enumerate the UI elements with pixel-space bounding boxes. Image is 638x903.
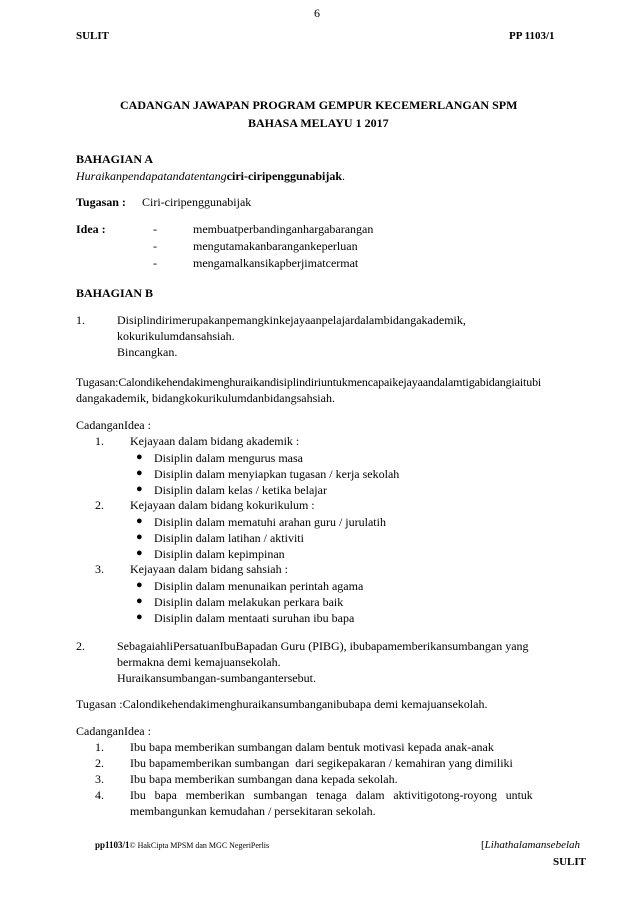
- idea-text: Ibu bapa memberikan sumbangan dana kepada sekolah.: [130, 772, 398, 786]
- document-title: CADANGAN JAWAPAN PROGRAM GEMPUR KECEMERLANGAN SPM: [120, 98, 518, 112]
- idea-text: Ibu bapa memberikan sumbangan tenaga dalam aktivitigotong-royong untuk: [130, 788, 533, 802]
- section-a-prompt: [76, 169, 345, 184]
- bullet-icon: ●: [136, 451, 143, 463]
- bullet-icon: ●: [136, 515, 143, 527]
- question-2-line1: SebagaiahliPersatuanIbuBapadan Guru (PIBG), ibubapamemberikansumbangan yang: [117, 639, 529, 653]
- bullet-icon: ●: [136, 611, 143, 623]
- bullet-icon: ●: [136, 595, 143, 607]
- q2-cadangan-label: CadanganIdea :: [76, 724, 151, 738]
- idea-text: Ibu bapa memberikan sumbangan dalam bentuk motivasi kepada anak-anak: [130, 740, 494, 754]
- tugasan-label: Tugasan :: [76, 195, 126, 209]
- question-1-line3: Bincangkan.: [117, 345, 178, 359]
- bullet-icon: ●: [136, 483, 143, 495]
- group-number: 1.: [95, 434, 104, 448]
- idea-number: 3.: [95, 772, 104, 786]
- group-title: Kejayaan dalam bidang akademik :: [130, 434, 300, 448]
- idea-text: Ibu bapamemberikan sumbangan dari segikepakaran / kemahiran yang dimiliki: [130, 756, 513, 770]
- bullet-icon: ●: [136, 531, 143, 543]
- bullet-icon: ●: [136, 579, 143, 591]
- bullet-icon: ●: [136, 547, 143, 559]
- q1-cadangan-label: CadanganIdea :: [76, 418, 151, 432]
- group-number: 2.: [95, 498, 104, 512]
- question-2-line2: bermakna demi kemajuansekolah.: [117, 655, 281, 669]
- group-number: 3.: [95, 562, 104, 576]
- question-1-line2: kokurikulumdansahsiah.: [117, 329, 235, 343]
- prompt-italic: Huraikanpendapatandatentang: [76, 169, 227, 183]
- group-title: Kejayaan dalam bidang kokurikulum :: [130, 498, 315, 512]
- idea-dash: -: [153, 222, 157, 236]
- idea-number: 1.: [95, 740, 104, 754]
- group-title: Kejayaan dalam bidang sahsiah :: [130, 562, 288, 576]
- idea-label: Idea :: [76, 222, 106, 236]
- page-number: 6: [314, 6, 320, 20]
- footer-bracket: [: [481, 839, 485, 851]
- footer-code: pp1103/1: [95, 840, 130, 850]
- q2-tugasan: Tugasan :Calondikehendakimenghuraikansumbanganibubapa demi kemajuansekolah.: [76, 697, 488, 711]
- section-b-heading: BAHAGIAN B: [76, 286, 154, 300]
- question-number: 1.: [76, 313, 85, 327]
- prompt-end: .: [342, 169, 345, 183]
- idea-item: mengamalkansikapberjimatcermat: [193, 256, 359, 270]
- footer-next-page: [481, 839, 580, 851]
- footer-sulit: SULIT: [553, 856, 587, 868]
- idea-item: membuatperbandinganhargabarangan: [193, 222, 374, 236]
- idea-number: 4.: [95, 788, 104, 802]
- question-number: 2.: [76, 639, 85, 653]
- header-left-sulit: SULIT: [76, 30, 110, 42]
- idea-dash: -: [153, 239, 157, 253]
- bullet-icon: ●: [136, 467, 143, 479]
- question-2-line3: Huraikansumbangan-sumbangantersebut.: [117, 671, 316, 685]
- footer-copyright-text: © HakCipta MPSM dan MGC NegeriPerlis: [129, 841, 270, 850]
- section-a-heading: BAHAGIAN A: [76, 152, 154, 166]
- header-right-code: PP 1103/1: [509, 30, 555, 42]
- footer-copyright: [95, 840, 269, 850]
- question-1-line1: Disiplindirimerupakanpemangkinkejayaanpelajardalambidangakademik,: [117, 313, 466, 327]
- footer-next-label: Lihathalamansebelah: [484, 839, 581, 851]
- tugasan-value: Ciri-ciripenggunabijak: [142, 195, 252, 209]
- idea-number: 2.: [95, 756, 104, 770]
- prompt-bold: ciri-ciripenggunabijak: [226, 169, 342, 183]
- idea-item: mengutamakanbarangankeperluan: [193, 239, 358, 253]
- q1-tugasan-line2: dangakademik, bidangkokurikulumdanbidangsahsiah.: [76, 391, 335, 405]
- document-subtitle: BAHASA MELAYU 1 2017: [248, 116, 389, 130]
- q1-tugasan-line1: Tugasan:Calondikehendakimenghuraikandisiplindiriuntukmencapaikejayaandalamtigabidangiaitubi: [76, 375, 542, 389]
- idea-text-continued: membangunkan kemudahan / persekitaran sekolah.: [130, 804, 376, 818]
- idea-dash: -: [153, 256, 157, 270]
